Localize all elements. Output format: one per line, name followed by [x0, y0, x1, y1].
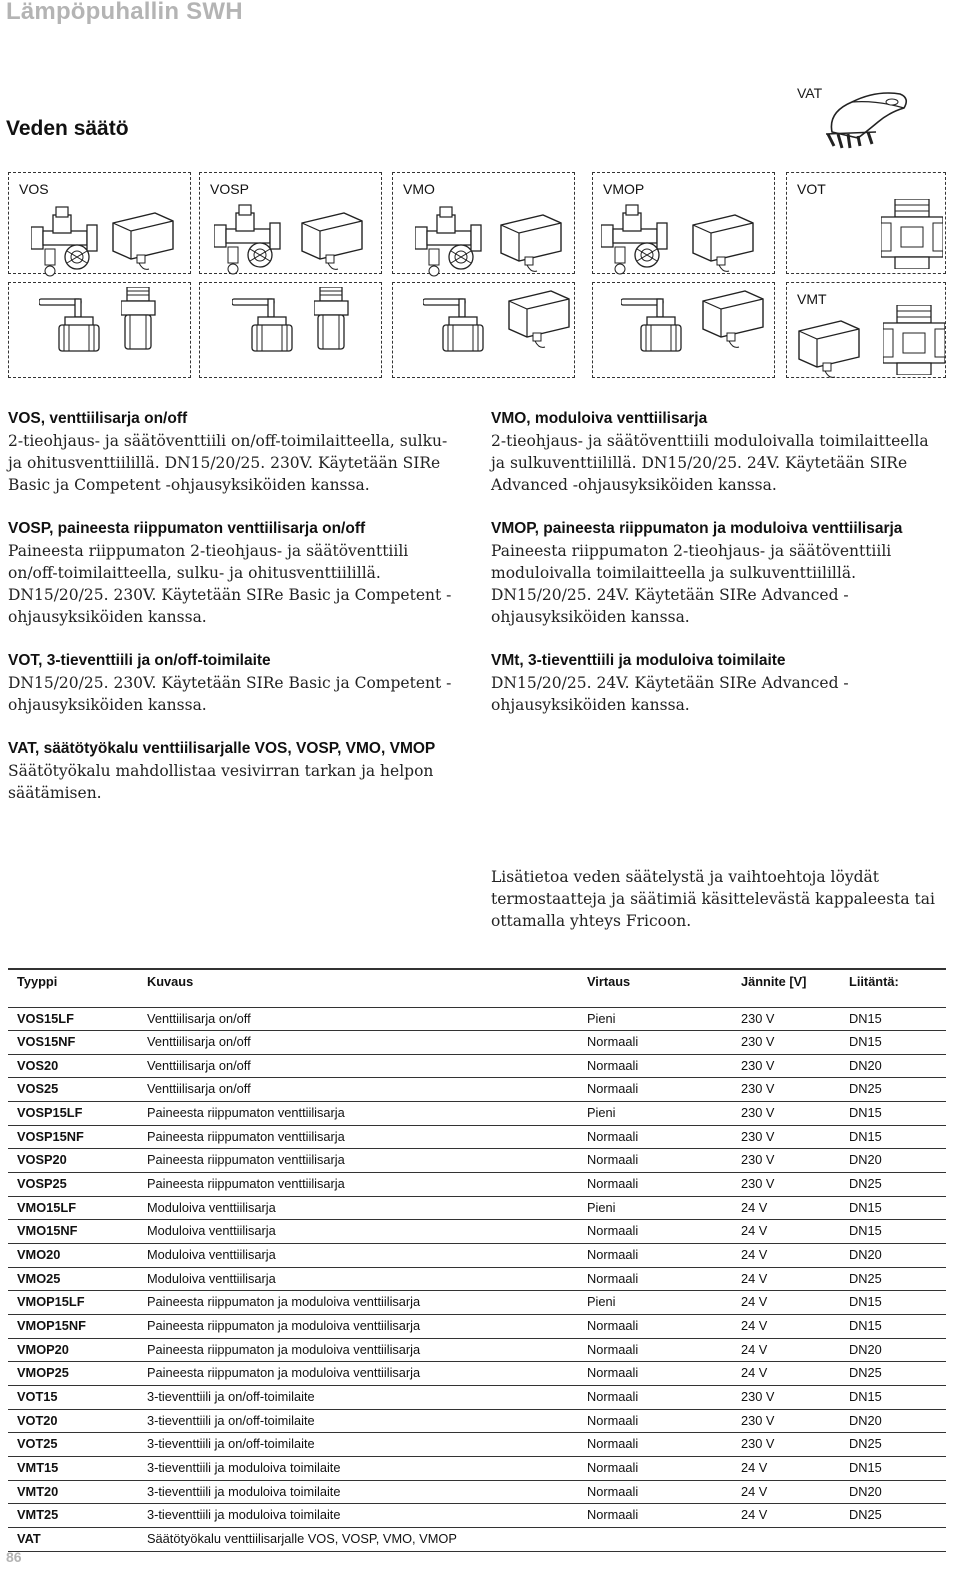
description-vmt	[491, 650, 946, 716]
table-row	[8, 1078, 946, 1102]
type-cell: VOSP15LF	[8, 1102, 138, 1126]
connection-cell: DN20	[840, 1149, 946, 1173]
vat-label: VAT	[797, 85, 823, 101]
connection-cell: DN15	[840, 1125, 946, 1149]
description-cell: 3-tieventtiili ja moduloiva toimilaite	[138, 1456, 578, 1480]
table-row	[8, 1267, 946, 1291]
product-box-vot	[786, 172, 946, 274]
description-cell: Paineesta riippumaton venttiilisarja	[138, 1149, 578, 1173]
flow-cell: Normaali	[578, 1244, 732, 1268]
description-cell: Paineesta riippumaton ja moduloiva venttiilisarja	[138, 1315, 578, 1339]
voltage-cell: 24 V	[732, 1362, 840, 1386]
product-box-vos	[8, 172, 191, 274]
table-row	[8, 1031, 946, 1055]
voltage-cell: 230 V	[732, 1031, 840, 1055]
product-box-vmop-parts	[592, 282, 775, 378]
flow-cell: Normaali	[578, 1220, 732, 1244]
actuator-icon	[109, 209, 179, 273]
voltage-cell	[732, 1527, 840, 1551]
ball-valve-icon	[423, 289, 485, 353]
description-text: DN15/20/25. 24V. Käytetään SIRe Advanced -ohjausyksiköiden kanssa.	[491, 674, 849, 714]
flow-cell: Normaali	[578, 1504, 732, 1528]
type-cell: VOSP20	[8, 1149, 138, 1173]
type-cell: VOSP25	[8, 1173, 138, 1197]
connection-cell: DN15	[840, 1386, 946, 1410]
connection-cell: DN20	[840, 1409, 946, 1433]
table-row	[8, 1173, 946, 1197]
connection-cell: DN20	[840, 1338, 946, 1362]
connection-cell: DN25	[840, 1173, 946, 1197]
description-text: Paineesta riippumaton 2-tieohjaus- ja säätöventtiili moduloivalla toimilaitteella ja sulkuventtiilillä. DN15/20/25. 24V. Käytetään SIRe Advanced -ohjausyksiköiden kanssa.	[491, 542, 892, 626]
type-cell: VMOP20	[8, 1338, 138, 1362]
voltage-cell: 24 V	[732, 1220, 840, 1244]
table-row	[8, 1244, 946, 1268]
voltage-cell: 24 V	[732, 1315, 840, 1339]
flow-cell: Normaali	[578, 1125, 732, 1149]
table-row	[8, 1291, 946, 1315]
type-cell: VMT15	[8, 1456, 138, 1480]
connection-cell: DN25	[840, 1433, 946, 1457]
description-cell: Paineesta riippumaton venttiilisarja	[138, 1125, 578, 1149]
connection-cell	[840, 1527, 946, 1551]
flow-cell	[578, 1527, 732, 1551]
voltage-cell: 230 V	[732, 1149, 840, 1173]
section-title: Veden säätö	[6, 117, 129, 140]
product-box-vosp-parts	[199, 282, 382, 378]
voltage-cell: 24 V	[732, 1504, 840, 1528]
description-cell: 3-tieventtiili ja moduloiva toimilaite	[138, 1504, 578, 1528]
description-cell: Säätötyökalu venttiilisarjalle VOS, VOSP, VMO, VMOP	[138, 1527, 578, 1551]
description-cell: Paineesta riippumaton venttiilisarja	[138, 1173, 578, 1197]
flow-cell: Normaali	[578, 1456, 732, 1480]
description-cell: Moduloiva venttiilisarja	[138, 1267, 578, 1291]
flow-cell: Normaali	[578, 1386, 732, 1410]
connection-cell: DN20	[840, 1480, 946, 1504]
info-note: Lisätietoa veden säätelystä ja vaihtoehtoja löydät termostaatteja ja säätimiä käsittelevästä kappaleesta tai ottamalla yhteys Fricoon.	[491, 868, 935, 930]
modulating-actuator-icon	[689, 211, 759, 275]
voltage-cell: 230 V	[732, 1386, 840, 1410]
type-cell: VOS15NF	[8, 1031, 138, 1055]
voltage-cell: 230 V	[732, 1102, 840, 1126]
product-table	[8, 968, 946, 1552]
three-way-valve-icon	[883, 305, 945, 375]
voltage-cell: 230 V	[732, 1173, 840, 1197]
connection-cell: DN15	[840, 1102, 946, 1126]
description-text: Paineesta riippumaton 2-tieohjaus- ja säätöventtiili on/off-toimilaitteella, sulku- ja ohitusventtiilillä. DN15/20/25. 230V. Käytetään SIRe Basic ja Competent -ohjausyksiköiden kanssa.	[8, 542, 452, 626]
table-row	[8, 1504, 946, 1528]
description-title: VMO, moduloiva venttiilisarja	[491, 410, 708, 427]
type-cell: VAT	[8, 1527, 138, 1551]
table-row	[8, 1125, 946, 1149]
table-row	[8, 1456, 946, 1480]
table-row	[8, 1338, 946, 1362]
page-header-title: Lämpöpuhallin SWH	[6, 0, 243, 25]
type-cell: VOT20	[8, 1409, 138, 1433]
page-number: 86	[6, 1549, 22, 1565]
actuator-icon	[298, 209, 368, 273]
connection-cell: DN15	[840, 1220, 946, 1244]
flow-cell: Pieni	[578, 1196, 732, 1220]
table-row	[8, 1149, 946, 1173]
valveset-icon	[31, 205, 105, 277]
box-label: VMT	[797, 291, 827, 307]
type-cell: VOSP15NF	[8, 1125, 138, 1149]
voltage-cell: 230 V	[732, 1433, 840, 1457]
type-cell: VMOP25	[8, 1362, 138, 1386]
flow-cell: Normaali	[578, 1362, 732, 1386]
description-vot	[8, 650, 460, 716]
connection-cell: DN15	[840, 1031, 946, 1055]
type-cell: VMO15NF	[8, 1220, 138, 1244]
description-cell: 3-tieventtiili ja on/off-toimilaite	[138, 1386, 578, 1410]
type-cell: VMT25	[8, 1504, 138, 1528]
ball-valve-icon	[39, 289, 101, 353]
voltage-cell: 230 V	[732, 1125, 840, 1149]
table-row	[8, 1386, 946, 1410]
connection-cell: DN25	[840, 1078, 946, 1102]
product-box-vosp	[199, 172, 382, 274]
description-cell: Paineesta riippumaton ja moduloiva venttiilisarja	[138, 1291, 578, 1315]
table-row	[8, 1315, 946, 1339]
type-cell: VMO20	[8, 1244, 138, 1268]
table-header-row	[8, 969, 946, 1007]
description-cell: 3-tieventtiili ja on/off-toimilaite	[138, 1433, 578, 1457]
table-row	[8, 1362, 946, 1386]
voltage-cell: 230 V	[732, 1078, 840, 1102]
description-cell: Venttiilisarja on/off	[138, 1054, 578, 1078]
description-text: 2-tieohjaus- ja säätöventtiili moduloivalla toimilaitteella ja sulkuventtiilillä. DN15/20/25. 24V. Käytetään SIRe Advanced -ohjausyksiköiden kanssa.	[491, 432, 929, 494]
description-title: VOS, venttiilisarja on/off	[8, 410, 188, 427]
description-cell: Venttiilisarja on/off	[138, 1031, 578, 1055]
box-label: VMOP	[603, 181, 645, 197]
product-box-vmo	[392, 172, 575, 274]
flow-cell: Normaali	[578, 1338, 732, 1362]
connection-cell: DN15	[840, 1007, 946, 1031]
table-row	[8, 1054, 946, 1078]
table-row	[8, 1433, 946, 1457]
flow-cell: Pieni	[578, 1007, 732, 1031]
connection-cell: DN25	[840, 1504, 946, 1528]
column-header: Virtaus	[578, 969, 732, 1007]
connection-cell: DN15	[840, 1291, 946, 1315]
connection-cell: DN20	[840, 1054, 946, 1078]
connection-cell: DN20	[840, 1244, 946, 1268]
voltage-cell: 24 V	[732, 1196, 840, 1220]
table-row	[8, 1007, 946, 1031]
flow-cell: Normaali	[578, 1054, 732, 1078]
connection-cell: DN25	[840, 1267, 946, 1291]
table-row	[8, 1220, 946, 1244]
box-label: VOS	[19, 181, 49, 197]
table-row	[8, 1196, 946, 1220]
description-cell: Paineesta riippumaton ja moduloiva venttiilisarja	[138, 1338, 578, 1362]
type-cell: VOS20	[8, 1054, 138, 1078]
column-header: Jännite [V]	[732, 969, 840, 1007]
voltage-cell: 24 V	[732, 1338, 840, 1362]
description-vmo	[491, 408, 946, 496]
description-cell: 3-tieventtiili ja on/off-toimilaite	[138, 1409, 578, 1433]
type-cell: VMOP15NF	[8, 1315, 138, 1339]
description-cell: Venttiilisarja on/off	[138, 1078, 578, 1102]
product-box-vmop	[592, 172, 775, 274]
product-box-vmo-parts	[392, 282, 575, 378]
connection-cell: DN15	[840, 1196, 946, 1220]
type-cell: VMOP15LF	[8, 1291, 138, 1315]
description-cell: Paineesta riippumaton ja moduloiva venttiilisarja	[138, 1362, 578, 1386]
type-cell: VOT25	[8, 1433, 138, 1457]
type-cell: VOS15LF	[8, 1007, 138, 1031]
connection-cell: DN15	[840, 1315, 946, 1339]
description-title: VAT, säätötyökalu venttiilisarjalle VOS, VOSP, VMO, VMOP	[8, 740, 436, 757]
description-vos	[8, 408, 460, 496]
description-cell: Moduloiva venttiilisarja	[138, 1196, 578, 1220]
modulating-actuator-icon	[497, 211, 567, 275]
voltage-cell: 230 V	[732, 1054, 840, 1078]
description-title: VOT, 3-tieventtiili ja on/off-toimilaite	[8, 652, 271, 669]
voltage-cell: 24 V	[732, 1291, 840, 1315]
description-text: DN15/20/25. 230V. Käytetään SIRe Basic ja Competent -ohjausyksiköiden kanssa.	[8, 674, 452, 714]
pressure-valveset-icon	[214, 203, 288, 275]
type-cell: VOS25	[8, 1078, 138, 1102]
table-row	[8, 1527, 946, 1551]
type-cell: VMO15LF	[8, 1196, 138, 1220]
box-label: VOT	[797, 181, 826, 197]
valveset-icon	[415, 205, 489, 277]
flow-cell: Normaali	[578, 1149, 732, 1173]
flow-cell: Normaali	[578, 1078, 732, 1102]
fitting-icon	[121, 287, 157, 351]
voltage-cell: 24 V	[732, 1244, 840, 1268]
column-header: Liitäntä:	[840, 969, 946, 1007]
table-row	[8, 1480, 946, 1504]
ball-valve-icon	[232, 289, 294, 353]
voltage-cell: 24 V	[732, 1456, 840, 1480]
table-row	[8, 1409, 946, 1433]
description-text: 2-tieohjaus- ja säätöventtiili on/off-toimilaitteella, sulku-ja ohitusventtiilillä. DN15/20/25. 230V. Käytetään SIRe Basic ja Competent -ohjausyksiköiden kanssa.	[8, 432, 448, 494]
description-cell: Paineesta riippumaton venttiilisarja	[138, 1102, 578, 1126]
column-header: Kuvaus	[138, 969, 578, 1007]
box-label: VOSP	[210, 181, 249, 197]
flow-cell: Pieni	[578, 1102, 732, 1126]
type-cell: VMO25	[8, 1267, 138, 1291]
flow-cell: Normaali	[578, 1409, 732, 1433]
pressure-valveset-icon	[601, 203, 675, 275]
product-box-vmt	[786, 282, 946, 378]
table-row	[8, 1102, 946, 1126]
description-text: Säätötyökalu mahdollistaa vesivirran tarkan ja helpon säätämisen.	[8, 762, 434, 802]
description-title: VOSP, paineesta riippumaton venttiilisarja on/off	[8, 520, 366, 537]
voltage-cell: 230 V	[732, 1007, 840, 1031]
modulating-actuator-icon	[505, 287, 575, 351]
flow-cell: Normaali	[578, 1267, 732, 1291]
left-description-column	[8, 408, 460, 826]
ball-valve-icon	[621, 289, 683, 353]
vat-tool-illustration	[822, 88, 912, 152]
description-title: VMOP, paineesta riippumaton ja moduloiva venttiilisarja	[491, 520, 903, 537]
connection-cell: DN15	[840, 1456, 946, 1480]
modulating-actuator-icon	[795, 317, 865, 381]
modulating-actuator-icon	[699, 287, 769, 351]
voltage-cell: 24 V	[732, 1267, 840, 1291]
connection-cell: DN25	[840, 1362, 946, 1386]
description-cell: Moduloiva venttiilisarja	[138, 1244, 578, 1268]
description-vosp	[8, 518, 460, 628]
type-cell: VMT20	[8, 1480, 138, 1504]
description-cell: Venttiilisarja on/off	[138, 1007, 578, 1031]
flow-cell: Normaali	[578, 1031, 732, 1055]
voltage-cell: 24 V	[732, 1480, 840, 1504]
description-vat	[8, 738, 460, 804]
three-way-valve-icon	[881, 199, 943, 269]
type-cell: VOT15	[8, 1386, 138, 1410]
voltage-cell: 230 V	[732, 1409, 840, 1433]
fitting-icon	[314, 287, 350, 351]
flow-cell: Pieni	[578, 1291, 732, 1315]
flow-cell: Normaali	[578, 1315, 732, 1339]
column-header: Tyyppi	[8, 969, 138, 1007]
description-cell: 3-tieventtiili ja moduloiva toimilaite	[138, 1480, 578, 1504]
box-label: VMO	[403, 181, 435, 197]
description-vmop	[491, 518, 946, 628]
description-cell: Moduloiva venttiilisarja	[138, 1220, 578, 1244]
description-title: VMt, 3-tieventtiili ja moduloiva toimilaite	[491, 652, 786, 669]
flow-cell: Normaali	[578, 1480, 732, 1504]
right-description-column	[491, 408, 946, 738]
product-box-vos-parts	[8, 282, 191, 378]
flow-cell: Normaali	[578, 1433, 732, 1457]
flow-cell: Normaali	[578, 1173, 732, 1197]
